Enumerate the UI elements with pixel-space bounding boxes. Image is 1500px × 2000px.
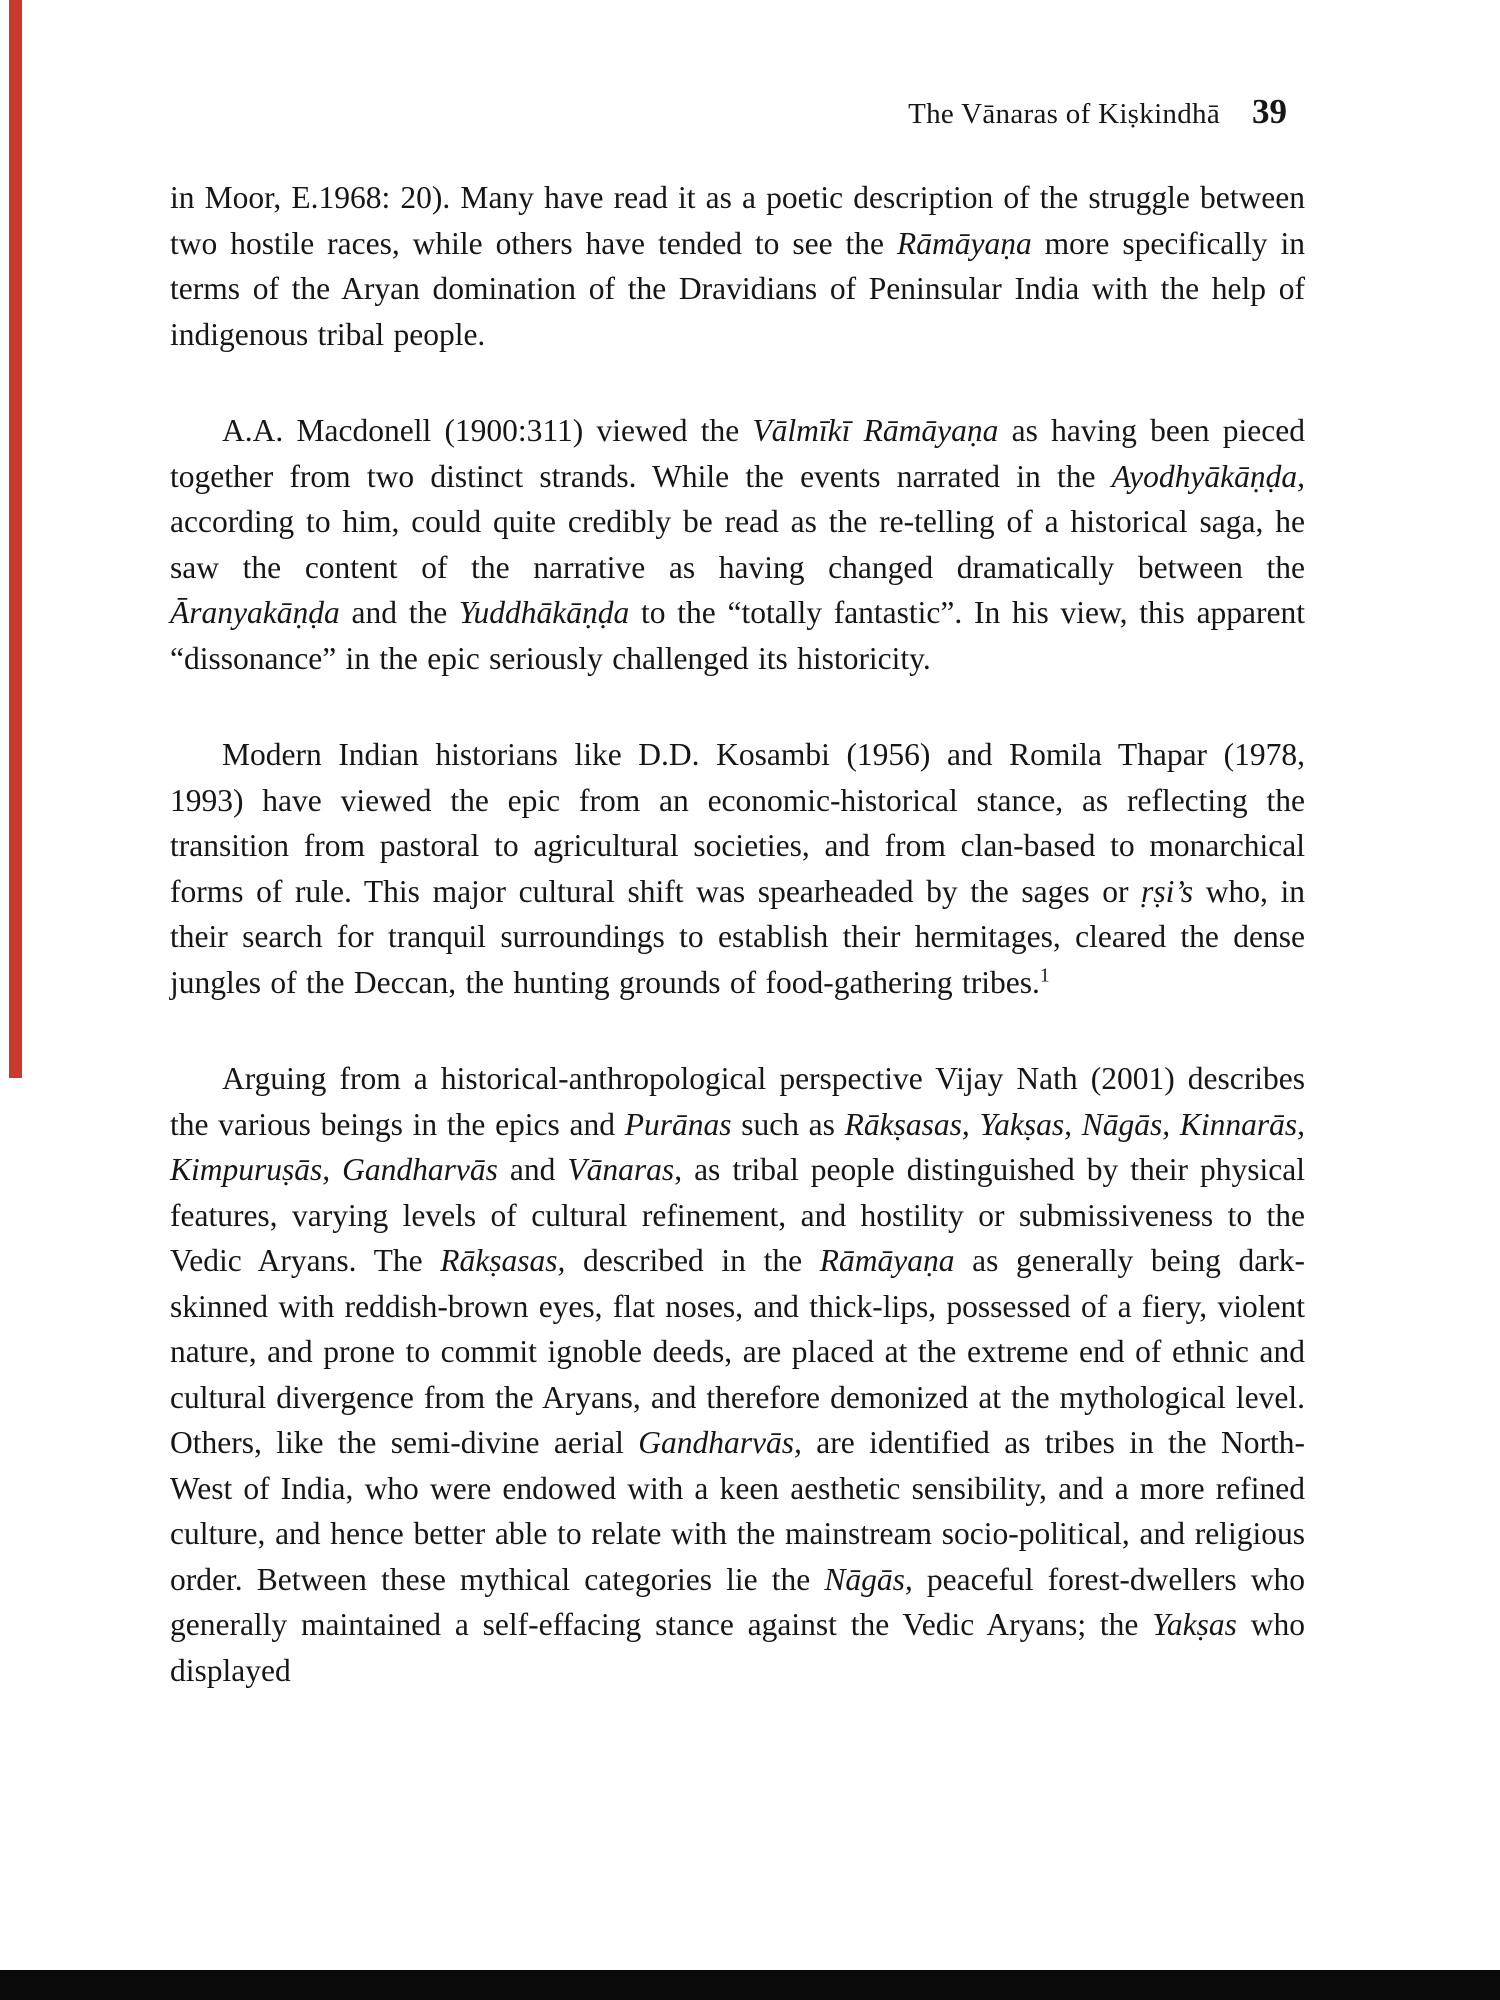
italic-term: Ayodhyākāṇḍa, <box>1111 458 1305 494</box>
text-run: peaceful forest-dwellers who generally maintained a self-effacing stance against the Vedic Aryans; the <box>170 1561 1305 1642</box>
text-run: and the <box>339 595 459 630</box>
text-run: and <box>497 1152 568 1187</box>
italic-term: Vānaras <box>567 1152 675 1187</box>
left-edge-strip <box>9 0 22 1078</box>
italic-term: ṛṣi’s <box>1141 873 1194 909</box>
text-run: Modern Indian historians like D.D. Kosambi (1956) and Romila Thapar (1978, 1993) have viewed the epic from an economic-historical stance, as reflecting the transition from pastoral to agricultural societies, and from clan-based to monarchical forms of rule. This major cultural shift was spearheaded by the sages or <box>170 737 1305 909</box>
page-content <box>170 92 1306 1693</box>
text-run: described in the <box>565 1243 820 1278</box>
paragraph <box>170 1056 1305 1693</box>
bottom-scan-bar <box>0 1970 1500 2000</box>
text-run: are identified as tribes in the North-West of India, who were endowed with a keen aesthetic sensibility, and a more refined culture, and hence better able to relate with the mainstream socio-political, and religious order. Between these mythical categories lie the <box>170 1425 1305 1597</box>
paragraph <box>170 732 1305 1005</box>
italic-term: Gandharvās, <box>638 1425 802 1460</box>
running-header <box>170 92 1305 131</box>
page-body <box>170 175 1305 1693</box>
italic-term: Nāgās, <box>824 1561 913 1597</box>
text-run: who displayed <box>170 1607 1306 1688</box>
italic-term: Yakṣas <box>1152 1607 1237 1642</box>
text-run: Arguing from a historical-anthropological perspective Vijay Nath (2001) describes the various beings in the epics and <box>170 1061 1305 1142</box>
paragraph <box>170 408 1305 681</box>
text-run: A.A. Macdonell (1900:311) viewed the <box>222 413 753 448</box>
italic-term: Rāmāyaṇa <box>896 225 1032 261</box>
text-run: in Moor, E.1968: 20). Many have read it as a poetic description of the struggle between two hostile races, while others have tended to see the <box>170 180 1305 261</box>
text-run: more specifically in terms of the Aryan domination of the Dravidians of Peninsular India with the help of indigenous tribal people. <box>170 225 1305 352</box>
italic-term: Yuddhākāṇḍa <box>458 595 630 630</box>
text-run: as generally being dark-skinned with reddish-brown eyes, flat noses, and thick-lips, possessed of a fiery, violent nature, and prone to commit ignoble deeds, are placed at the extreme end of ethnic and cultural divergence from the Aryans, and therefore demonized at the mythological level. Others, like the semi-divine aerial <box>170 1243 1305 1460</box>
text-run: to the “totally fantastic”. In his view, this apparent “dissonance” in the epic seriously challenged its historicity. <box>170 595 1305 676</box>
paragraph <box>170 175 1305 357</box>
text-run: who, in their search for tranquil surroundings to establish their hermitages, cleared the dense jungles of the Deccan, the hunting grounds of food-gathering tribes. <box>170 873 1305 1000</box>
italic-term: Āranyakāṇḍa <box>170 595 340 630</box>
italic-term: Vālmīkī Rāmāyaṇa <box>752 413 999 448</box>
text-run: according to him, could quite credibly be read as the re-telling of a historical saga, he saw the content of the narrative as having changed dramatically between the <box>170 504 1305 585</box>
italic-term: Rākṣasas, <box>440 1243 566 1278</box>
italic-term: Rākṣasas, Yakṣas, Nāgās, Kinnarās, Kimpuruṣās, Gandharvās <box>170 1106 1305 1187</box>
text-run: as having been pieced together from two distinct strands. While the events narrated in the <box>170 413 1305 494</box>
text-run: , as tribal people distinguished by their physical features, varying levels of cultural refinement, and hostility or submissiveness to the Vedic Aryans. The <box>170 1152 1305 1278</box>
footnote-marker: 1 <box>1039 965 1050 986</box>
text-run: such as <box>731 1106 845 1142</box>
italic-term: Rāmāyaṇa <box>819 1243 955 1278</box>
page-number: 39 <box>1252 92 1287 131</box>
running-title: The Vānaras of Kiṣkindhā <box>908 98 1220 130</box>
italic-term: Purānas <box>624 1106 732 1142</box>
